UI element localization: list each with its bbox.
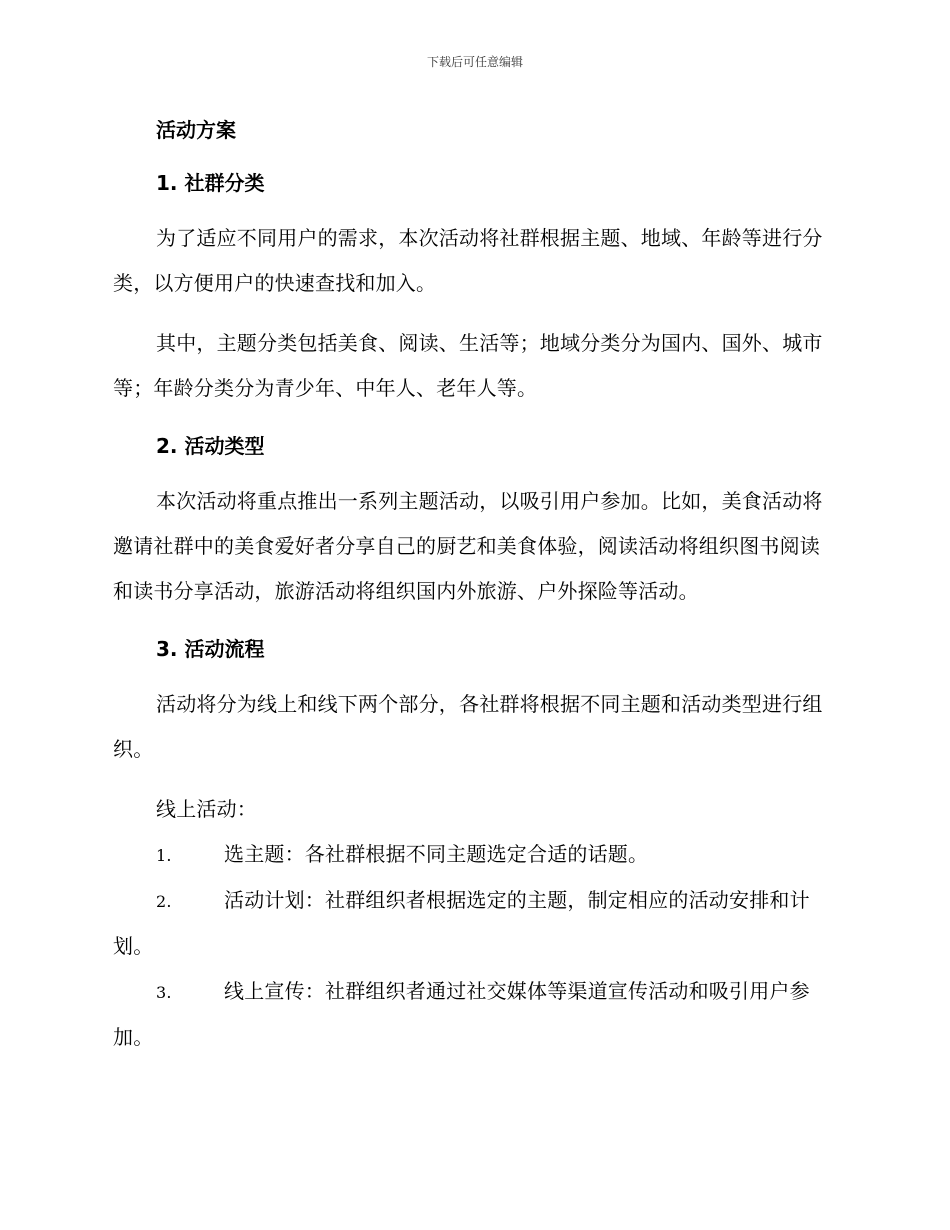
list-text: 线上宣传：社群组织者通过社交媒体等渠道宣传活动和吸引用户参加。 bbox=[113, 979, 810, 1049]
list-item bbox=[113, 969, 833, 1060]
paragraph: 本次活动将重点推出一系列主题活动，以吸引用户参加。比如，美食活动将邀请社群中的美食爱好者分享自己的厨艺和美食体验，阅读活动将组织图书阅读和读书分享活动，旅游活动将组织国内外旅游、户外探险等活动。 bbox=[113, 489, 823, 603]
paragraph: 活动将分为线上和线下两个部分，各社群将根据不同主题和活动类型进行组织。 bbox=[113, 692, 823, 761]
list-item bbox=[113, 878, 833, 969]
document-title: 活动方案 bbox=[156, 118, 236, 142]
paragraph: 其中，主题分类包括美食、阅读、生活等；地域分类分为国内、国外、城市等；年龄分类分为青少年、中年人、老年人等。 bbox=[113, 331, 823, 400]
section-heading: 2. 活动类型 bbox=[156, 434, 265, 458]
list-text: 活动计划：社群组织者根据选定的主题，制定相应的活动安排和计划。 bbox=[113, 888, 810, 958]
paragraph: 线上活动： bbox=[156, 797, 257, 821]
document-body bbox=[113, 112, 833, 1060]
list-text: 选主题：各社群根据不同主题选定合适的话题。 bbox=[224, 842, 649, 866]
paragraph: 为了适应不同用户的需求，本次活动将社群根据主题、地域、年龄等进行分类，以方便用户的快速查找和加入。 bbox=[113, 226, 823, 295]
list-item bbox=[113, 832, 833, 878]
list-number: 2. bbox=[156, 892, 172, 911]
list-number: 3. bbox=[156, 983, 172, 1002]
section-heading: 1. 社群分类 bbox=[156, 171, 265, 195]
page-header: 下载后可任意编辑 bbox=[426, 55, 523, 69]
list-number: 1. bbox=[156, 846, 172, 865]
section-heading: 3. 活动流程 bbox=[156, 637, 265, 661]
